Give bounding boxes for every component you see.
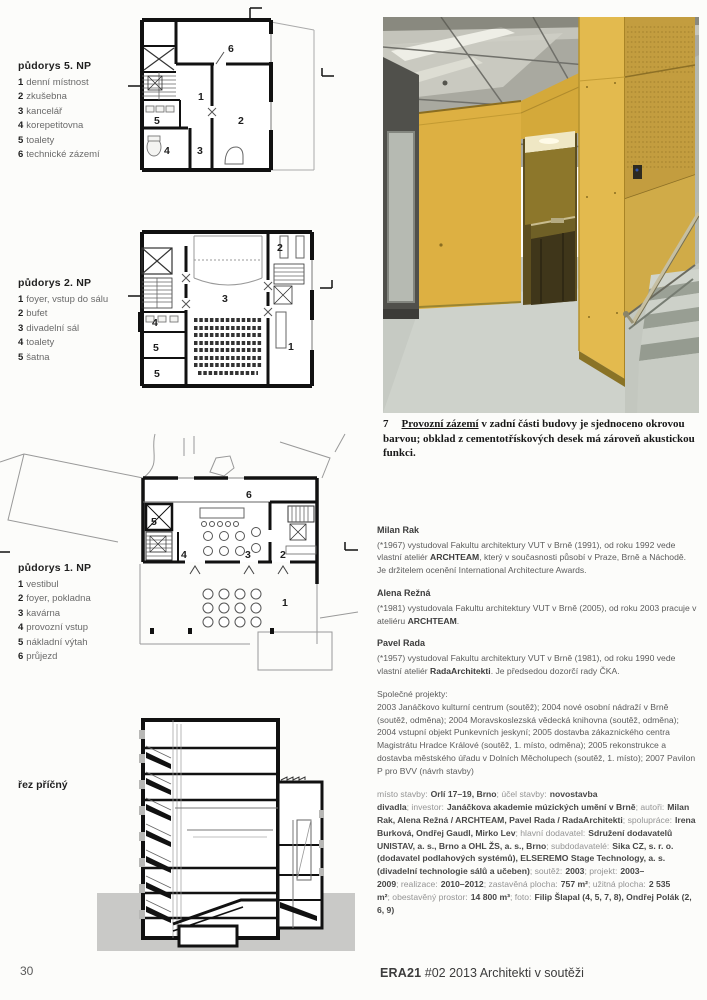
page-number: 30 <box>20 964 34 978</box>
wall-chunk <box>138 312 144 332</box>
svg-text:4: 4 <box>164 145 170 157</box>
legend-item: 5 toalety <box>18 134 55 146</box>
cafe-counter <box>200 508 244 518</box>
site-outline <box>271 22 314 170</box>
svg-text:5: 5 <box>154 368 160 380</box>
washbasin <box>551 218 564 223</box>
legend-2np <box>18 277 136 365</box>
cellar-room <box>179 926 237 946</box>
legend-item: 2 zkušebna <box>18 91 67 103</box>
svg-text:2: 2 <box>280 549 286 561</box>
caption-number: 7 <box>383 418 389 430</box>
plan-title: půdorys 1. NP <box>18 562 92 574</box>
legend-item: 3 kavárna <box>18 607 61 619</box>
legend-item: 5 šatna <box>18 351 50 363</box>
svg-text:3: 3 <box>222 293 228 305</box>
legend-item: 3 kancelář <box>18 105 63 117</box>
svg-text:3: 3 <box>197 145 203 157</box>
svg-text:1: 1 <box>198 91 204 103</box>
architect-name: Alena Režná <box>377 588 431 599</box>
svg-text:1: 1 <box>282 597 288 609</box>
bio-milan-rak <box>377 524 699 577</box>
journal-issue: #02 2013 Architekti v soutěži <box>421 966 584 980</box>
plan-title: půdorys 2. NP <box>18 277 92 289</box>
colophon: místo stavby: Orlí 17–19, Brno; účel stavby: novostavba divadla; investor: Janáčkova akademie múzických umění v Brně; autoři: Milan Rak, Alena Režná / ARCHTEAM, Pavel Rada / RadaArchitekti; spolupráce: Irena Burková, Ondřej Gaudl, Mirko Lev; hlavní dodavatel: Sdružení dodavatelů UNISTAV, a. s., Brno a OHL ŽS, a. s., Brno; subdodavatelé: Sika CZ, s. r. o. (dodavatel podlahových systémů), ELSEREMO Stage Technology, a. s. (divadelní technologie sálů a učeben); soutěž: 2003; projekt: 2003–2009; realizace: 2010–2012; zastavěná plocha: 757 m²; užitná plocha: 2 535 m²; obestavěný prostor: 14 800 m³; foto: Filip Šlapal (4, 5, 7, 8), Ondřej Polák (2, 6, 9) <box>377 788 696 915</box>
legend-item: 6 průjezd <box>18 651 58 663</box>
legend-item: 2 foyer, pokladna <box>18 593 91 605</box>
joint-projects <box>377 688 699 778</box>
svg-text:2: 2 <box>277 242 283 254</box>
power-socket <box>633 165 642 179</box>
toilet-fixtures <box>146 316 178 322</box>
floor-plan-2np-drawing <box>128 220 338 402</box>
architect-name: Pavel Rada <box>377 638 426 649</box>
photo-caption <box>383 417 701 461</box>
svg-text:6: 6 <box>228 43 234 55</box>
column-marks <box>150 628 274 634</box>
svg-text:6: 6 <box>246 489 252 501</box>
bio-text: (*1981) vystudovala Fakultu architektury VUT v Brně (2005), od roku 2003 pracuje v ateliéru ARCHTEAM. <box>377 602 697 626</box>
plan-title: půdorys 5. NP <box>18 60 92 72</box>
architect-info-column <box>377 524 699 917</box>
bio-pavel-rada <box>377 637 699 677</box>
legend-5np <box>18 60 136 162</box>
bio-text: (*1967) vystudoval Fakultu architektury VUT v Brně (1991), od roku 1992 vede vlastní ateliér ARCHTEAM, který v současnosti působí v Praze, Brně a Náchodě. Je držitelem ocenění International Architecture Awards. <box>377 539 687 576</box>
bio-text: (*1957) vystudoval Fakultu architektury VUT v Brně (1981), od roku 1990 vede vlastní ateliér RadaArchitekti. Je předsedou dozorčí rady ČKA. <box>377 652 676 676</box>
legend-item: 2 bufet <box>18 308 48 320</box>
legend-1np <box>18 562 136 664</box>
svg-text:1: 1 <box>288 341 294 353</box>
svg-text:4: 4 <box>152 317 158 329</box>
legend-item: 1 denní místnost <box>18 77 89 88</box>
legend-item: 1 foyer, vstup do sálu <box>18 294 109 305</box>
svg-text:5: 5 <box>153 342 159 354</box>
vestibule-tables <box>203 589 261 627</box>
entry-arrows <box>190 566 288 574</box>
legend-item: 1 vestibul <box>18 579 59 590</box>
legend-item: 4 toalety <box>18 337 55 349</box>
svg-text:4: 4 <box>181 549 187 561</box>
legend-item: 4 korepetitovna <box>18 120 84 132</box>
caption-lead: Provozní zázemí <box>401 418 479 430</box>
cross-section-drawing <box>95 690 360 962</box>
svg-text:5: 5 <box>151 516 157 528</box>
ochre-pillar <box>579 17 625 387</box>
legend-item: 4 provozní vstup <box>18 622 89 634</box>
legend-item: 3 divadelní sál <box>18 322 80 334</box>
doorway-opening <box>521 73 579 305</box>
projects-text: 2003 Janáčkovo kulturní centrum (soutěž); 2004 nové osobní nádraží v Brně (soutěž, odměna); 2004 Moravskoslezská vědecká knihovna (soutěž, odměna); 2004 vstupní objekt Punkevních jeskyní; 2005 dostavba zákaznického centra Magistrátu Hradce Králové (soutěž, 1. místo, odměna); 2005 rekonstrukce a dostavba městského úřadu v Dolních Měcholupech (soutěž, 1. místo); 2007 Pavilon P pro BVV (návrh stavby) <box>377 701 696 777</box>
floor-plan-5np-drawing <box>128 6 338 188</box>
journal-footer <box>380 966 584 980</box>
architect-name: Milan Rak <box>377 525 420 535</box>
caption-text: v zadní části budovy je sjednoceno okrovou barvou; obklad z cementotřískových desek má zároveň akustickou funkci. <box>383 418 695 460</box>
svg-text:3: 3 <box>245 549 251 561</box>
projects-heading: Společné projekty: <box>377 688 448 699</box>
yellow-wall-left <box>419 101 521 309</box>
journal-brand: ERA21 <box>380 966 422 980</box>
section-title: řez příčný <box>18 779 68 791</box>
left-wall-and-glass-door <box>383 57 419 319</box>
bio-alena-rezna <box>377 587 699 627</box>
legend-item: 6 technické zázemí <box>18 149 100 161</box>
svg-text:5: 5 <box>154 115 160 127</box>
building-outline <box>143 720 278 938</box>
photo-backstage-interior <box>383 17 699 413</box>
svg-text:2: 2 <box>238 115 244 127</box>
legend-item: 5 nákladní výtah <box>18 636 88 648</box>
